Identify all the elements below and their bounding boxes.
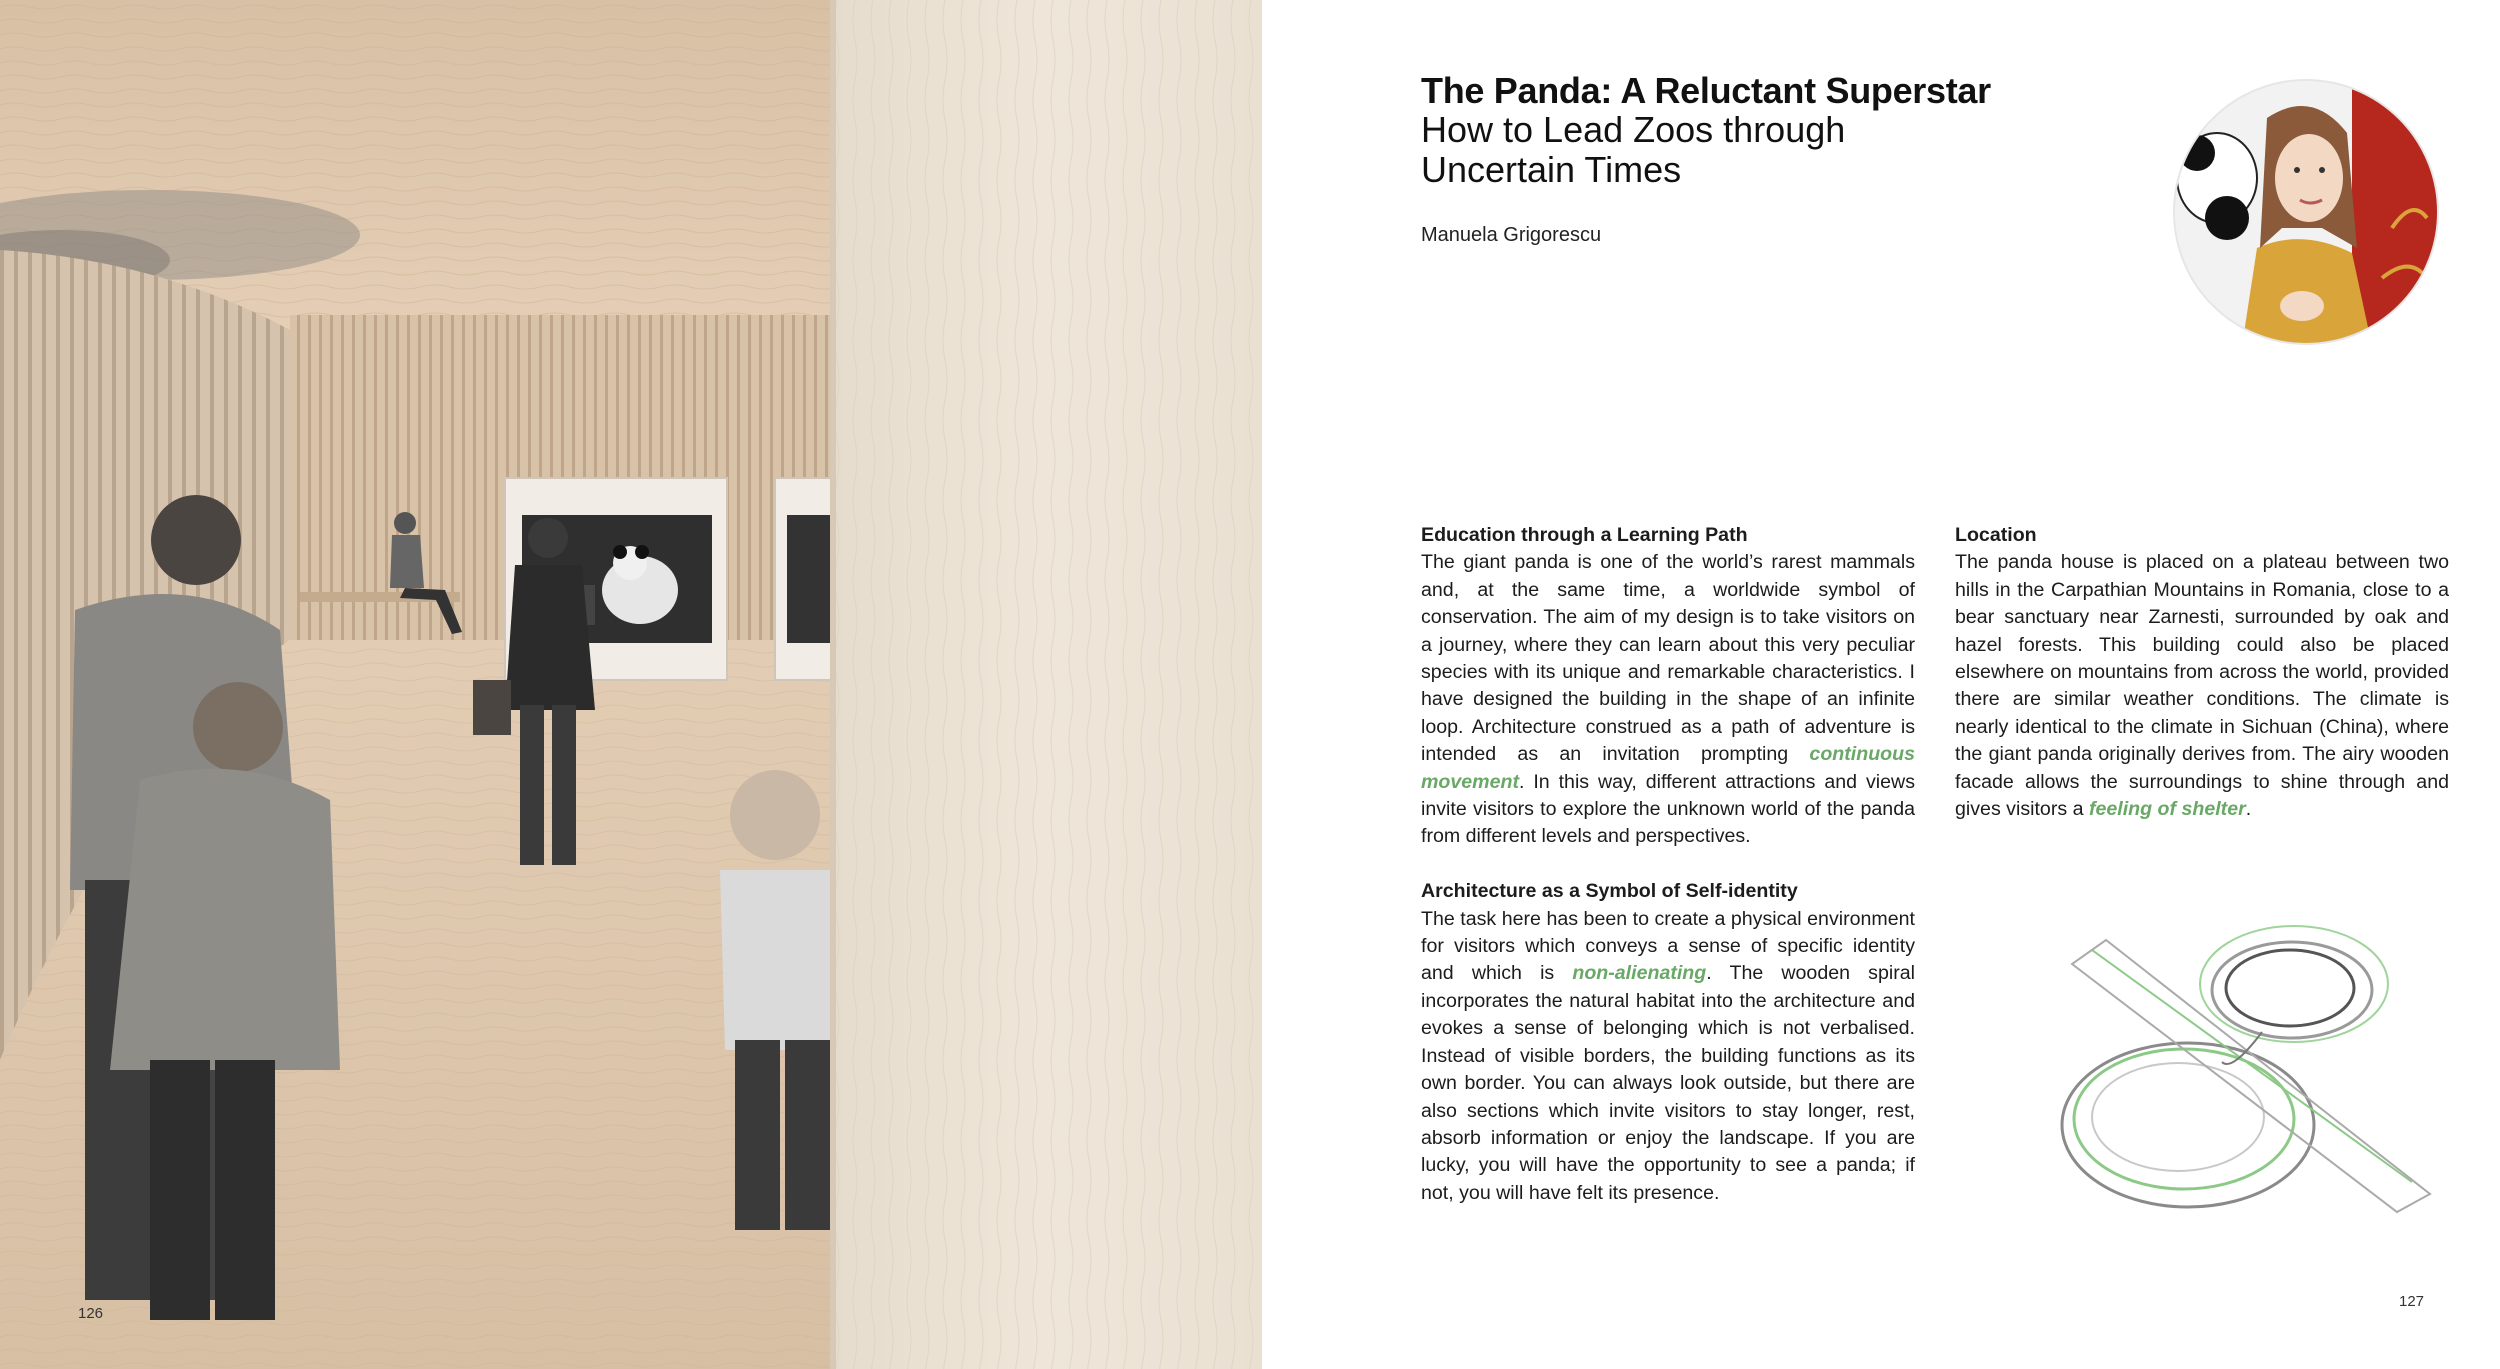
body-text: . [2245, 798, 2252, 821]
author-name: Manuela Grigorescu [1421, 224, 1602, 246]
section-heading-location: Location [1955, 524, 2037, 546]
section-heading-architecture: Architecture as a Symbol of Self-identity [1421, 880, 1798, 903]
section-body-education [1421, 549, 1915, 850]
text-column-right [1955, 522, 2449, 823]
body-text: The panda house is placed on a plateau between two hills in the Carpathian Mountains in Romania, close to a bear sanctuary near Zarnesti, surrounded by oak and hazel forests. This building could also be placed elsewhere on mountains from across the world, provided there are similar weather conditions. The climate is nearly identical to the climate in Sichuan (China), where the giant panda originally derives from. The airy wooden facade allows the surroundings to shine through and gives visitors a [1955, 551, 2449, 821]
section-heading-education: Education through a Learning Path [1421, 524, 1748, 546]
article-title: The Panda: A Reluctant Superstar [1421, 70, 1991, 111]
emphasis-continuous-movement: continuous movement [1421, 743, 1915, 793]
right-page [1262, 0, 2500, 1369]
emphasis-feeling-of-shelter: feeling of shelter [2088, 798, 2246, 821]
page-number-left: 126 [78, 1305, 104, 1322]
infinite-loop-diagram-icon [2052, 912, 2452, 1222]
section-body-location [1955, 549, 2449, 823]
body-text: . In this way, different attractions and views invite visitors to explore the unknown world of the panda from different levels and perspectives. [1421, 770, 1915, 848]
author-portrait-icon [2172, 78, 2440, 346]
text-column-left [1421, 522, 1915, 1207]
page-number-right: 127 [2399, 1293, 2425, 1310]
body-text: . The wooden spiral incorporates the natural habitat into the architecture and evokes a sense of belonging which is not verbalised. Instead of visible borders, the building functions as its own border. You can always look outside, but there are also sections which invite visitors to stay longer, rest, absorb information or enjoy the landscape. If you are lucky, you will have the opportunity to see a panda; if not, you will have felt its presence. [1421, 962, 1915, 1204]
emphasis-non-alienating: non-alienating [1572, 962, 1707, 985]
article-subtitle: How to Lead Zoos through Uncertain Times [1421, 109, 1846, 190]
body-text: The giant panda is one of the world’s rarest mammals and, at the same time, a worldwide symbol of conservation. The aim of my design is to take visitors on a journey, where they can learn about this very peculiar species with its unique and remarkable characteristics. I have designed the building in the shape of an infinite loop. Architecture construed as a path of adventure is intended as an invitation prompting [1421, 551, 1915, 766]
section-body-architecture [1421, 906, 1915, 1207]
body-text: The task here has been to create a physical environment for visitors which conveys a sense of specific identity and which is [1421, 907, 1915, 985]
